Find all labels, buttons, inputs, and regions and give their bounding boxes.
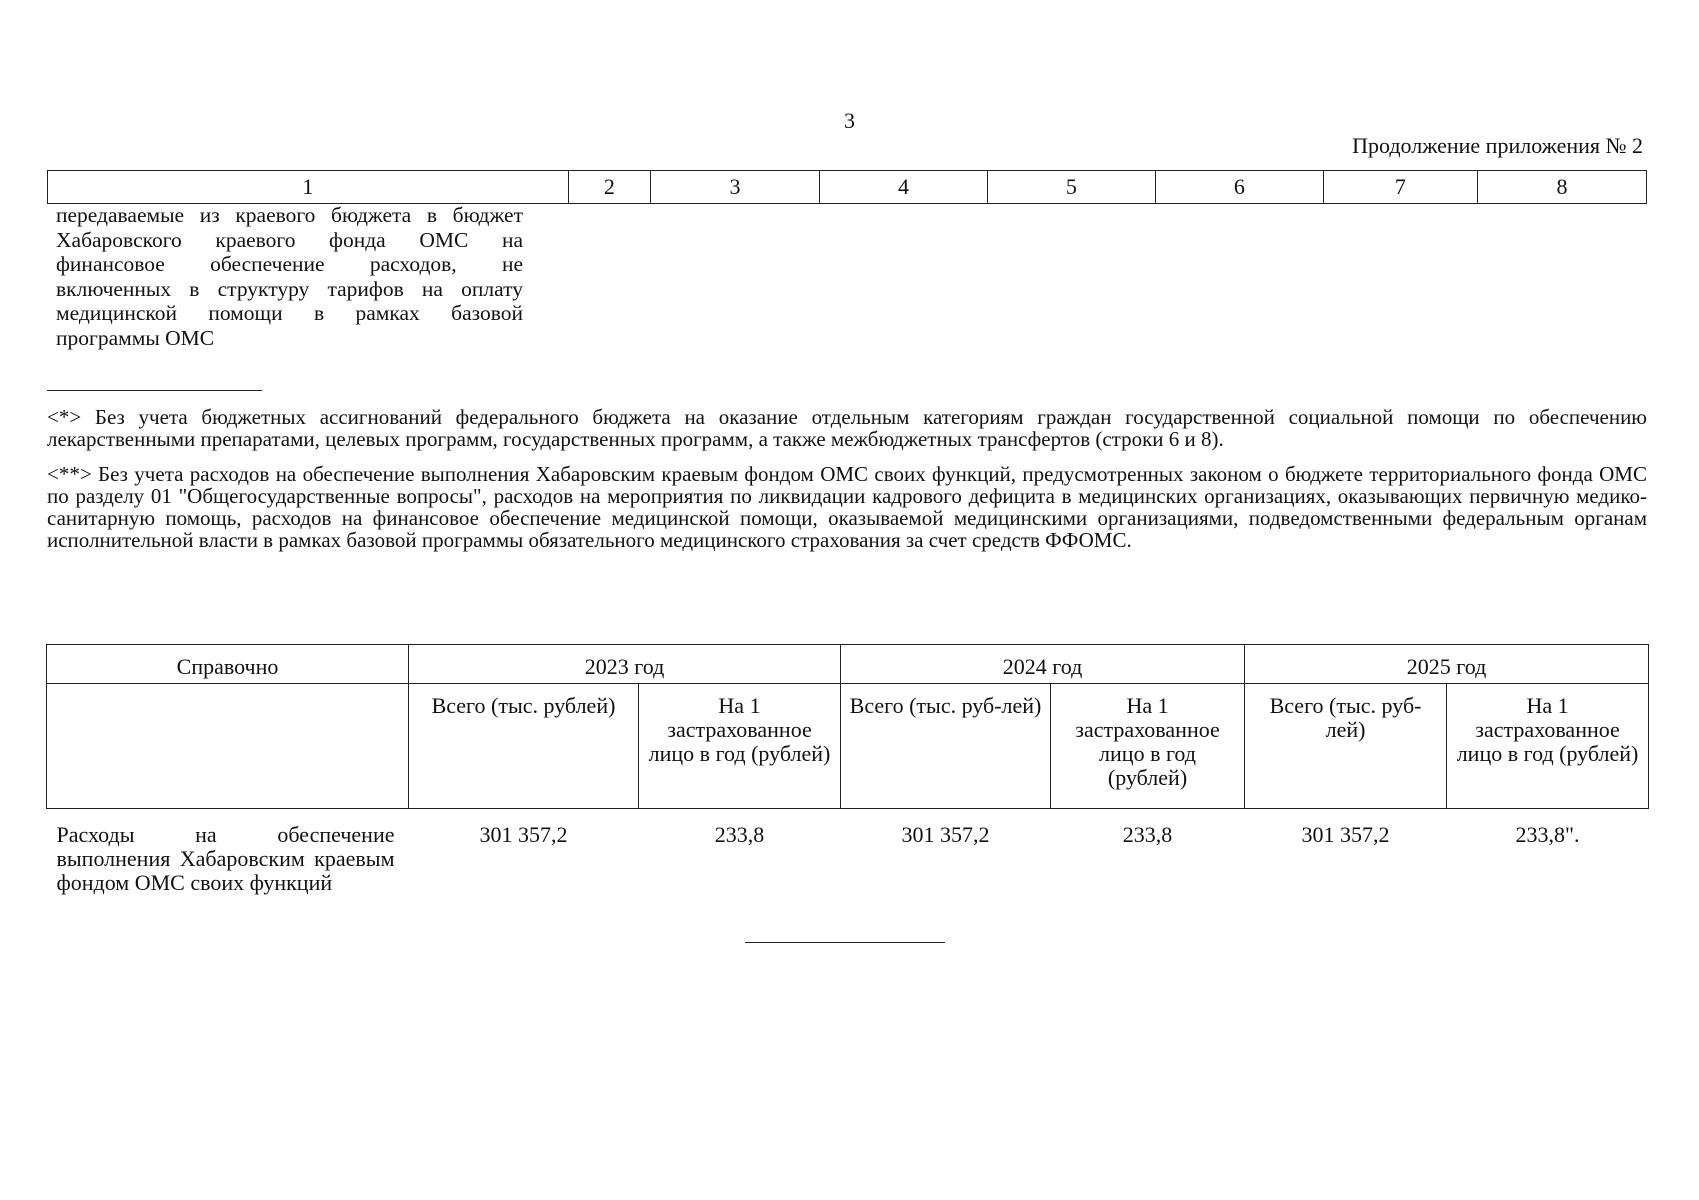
subheader-cell: На 1 застрахованное лицо в год (рублей)	[1447, 684, 1649, 809]
end-separator	[745, 942, 945, 943]
column-number-cell: 4	[820, 171, 988, 204]
empty-header-cell	[47, 684, 409, 809]
column-number-cell: 6	[1155, 171, 1323, 204]
column-number-cell: 2	[568, 171, 650, 204]
value-cell: 233,8	[714, 822, 765, 847]
value-cell: 301 357,2	[1301, 822, 1390, 847]
column-number-cell: 8	[1477, 171, 1646, 204]
continuation-row-text: передаваемые из краевого бюджета в бюджет Хабаровского краевого фонда ОМС на финансовое обеспечение расходов, не включенных в структуру тарифов на оплату медицинской помощи в рамках базовой программы ОМС	[56, 203, 523, 350]
value-cell: 301 357,2	[479, 822, 568, 847]
reference-data-row	[47, 809, 1649, 900]
row-label: Расходы на обеспечение выполнения Хабаровским краевым фондом ОМС своих функций	[56, 822, 395, 895]
year-header: 2024 год	[841, 645, 1245, 684]
column-number-cell: 5	[987, 171, 1155, 204]
footnote-double-asterisk: <**> Без учета расходов на обеспечение выполнения Хабаровским краевым фондом ОМС своих функций, предусмотренных законом о бюджете территориального фонда ОМС по разделу 01 "Общегосударственные вопросы", расходов на мероприятия по ликвидации кадрового дефицита в медицинских организациях, оказывающих первичную медико-санитарную помощь, расходов на финансовое обеспечение медицинской помощи, оказываемой медицинскими организациями, подведомственными федеральным органам исполнительной власти в рамках базовой программы обязательного медицинского страхования за счет средств ФФОМС.	[47, 462, 1647, 552]
column-number-cell: 3	[651, 171, 820, 204]
reference-corner-label: Справочно	[47, 645, 409, 684]
subheader-cell: Всего (тыс. руб-лей)	[841, 684, 1051, 809]
subheader-cell: На 1 застрахованное лицо в год (рублей)	[1051, 684, 1245, 809]
footnote-separator	[47, 390, 262, 391]
footnote-single-asterisk: <*> Без учета бюджетных ассигнований федерального бюджета на оказание отдельным категориям граждан государственной социальной помощи по обеспечению лекарственными препаратами, целевых программ, государственных программ, а также межбюджетных трансфертов (строки 6 и 8).	[47, 405, 1647, 451]
year-header: 2023 год	[409, 645, 841, 684]
value-cell: 301 357,2	[901, 822, 990, 847]
year-header: 2025 год	[1245, 645, 1649, 684]
column-number-cell: 1	[48, 171, 569, 204]
appendix-continuation-label: Продолжение приложения № 2	[1352, 133, 1643, 158]
column-number-row	[48, 171, 1647, 204]
value-cell: 233,8".	[1515, 822, 1580, 847]
reference-header-row	[47, 645, 1649, 684]
column-number-header	[47, 170, 1647, 204]
subheader-cell: На 1 застрахованное лицо в год (рублей)	[639, 684, 841, 809]
subheader-cell: Всего (тыс. рублей)	[409, 684, 639, 809]
reference-table	[46, 644, 1649, 899]
page-number: 3	[844, 108, 855, 133]
reference-subheader-row	[47, 684, 1649, 809]
column-number-cell: 7	[1323, 171, 1477, 204]
subheader-cell: Всего (тыс. руб-лей)	[1245, 684, 1447, 809]
value-cell: 233,8	[1122, 822, 1173, 847]
